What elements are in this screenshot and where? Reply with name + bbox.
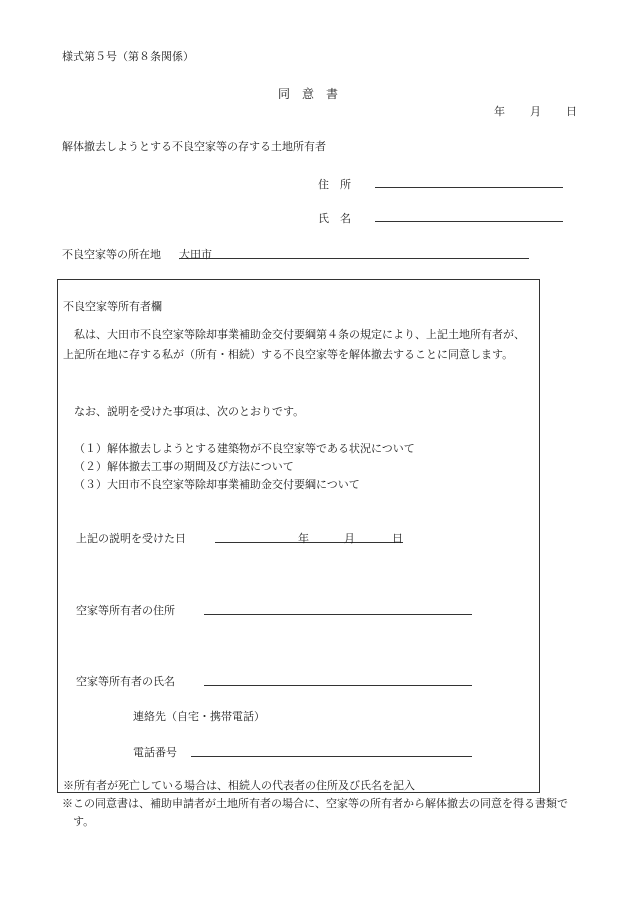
location-line[interactable] [179,258,529,259]
landowner-address-line[interactable] [375,187,563,188]
explained-date-month: 月 [344,532,355,545]
page-title: 同 意 書 [278,87,339,101]
owner-section-box [57,279,540,793]
contact-label: 連絡先（自宅・携帯電話） [133,710,265,723]
owner-section-heading: 不良空家等所有者欄 [63,300,162,313]
location-label: 不良空家等の所在地 [62,248,161,261]
landowner-heading: 解体撤去しようとする不良空家等の存する土地所有者 [62,140,326,153]
date-month-label: 月 [530,105,541,118]
owner-name-label: 空家等所有者の氏名 [76,675,175,688]
explained-item-3: （３）大田市不良空家等除却事業補助金交付要綱について [74,478,360,491]
date-year-label: 年 [494,105,505,118]
explained-item-1: （１）解体撤去しようとする建築物が不良空家等である状況について [74,442,415,455]
consent-paragraph: 私は、大田市不良空家等除却事業補助金交付要綱第４条の規定により、上記土地所有者が、上記所在地に存する私が（所有・相続）する不良空家等を解体撤去することに同意します。 [63,328,525,361]
date-day-label: 日 [566,105,577,118]
explained-date-year: 年 [298,532,309,545]
landowner-name-label: 氏 名 [318,212,351,225]
landowner-name-line[interactable] [375,221,563,222]
deceased-note: ※所有者が死亡している場合は、相続人の代表者の住所及び氏名を記入 [63,779,415,792]
landowner-address-label: 住 所 [318,178,351,191]
form-number: 様式第５号（第８条関係） [62,50,194,63]
explained-date-label: 上記の説明を受けた日 [76,532,186,545]
owner-address-label: 空家等所有者の住所 [76,604,175,617]
owner-name-line[interactable] [204,685,472,686]
owner-address-line[interactable] [204,614,472,615]
explained-date-line[interactable] [215,542,403,543]
explained-date-day: 日 [392,532,403,545]
explained-intro: なお、説明を受けた事項は、次のとおりです。 [74,405,305,418]
phone-line[interactable] [191,756,472,757]
phone-label: 電話番号 [133,746,177,759]
explained-item-2: （２）解体撤去工事の期間及び方法について [74,460,294,473]
footnote: ※この同意書は、補助申請者が土地所有者の場合に、空家等の所有者から解体撤去の同意を得る書類です。 [62,797,568,828]
location-city: 大田市 [179,248,212,261]
